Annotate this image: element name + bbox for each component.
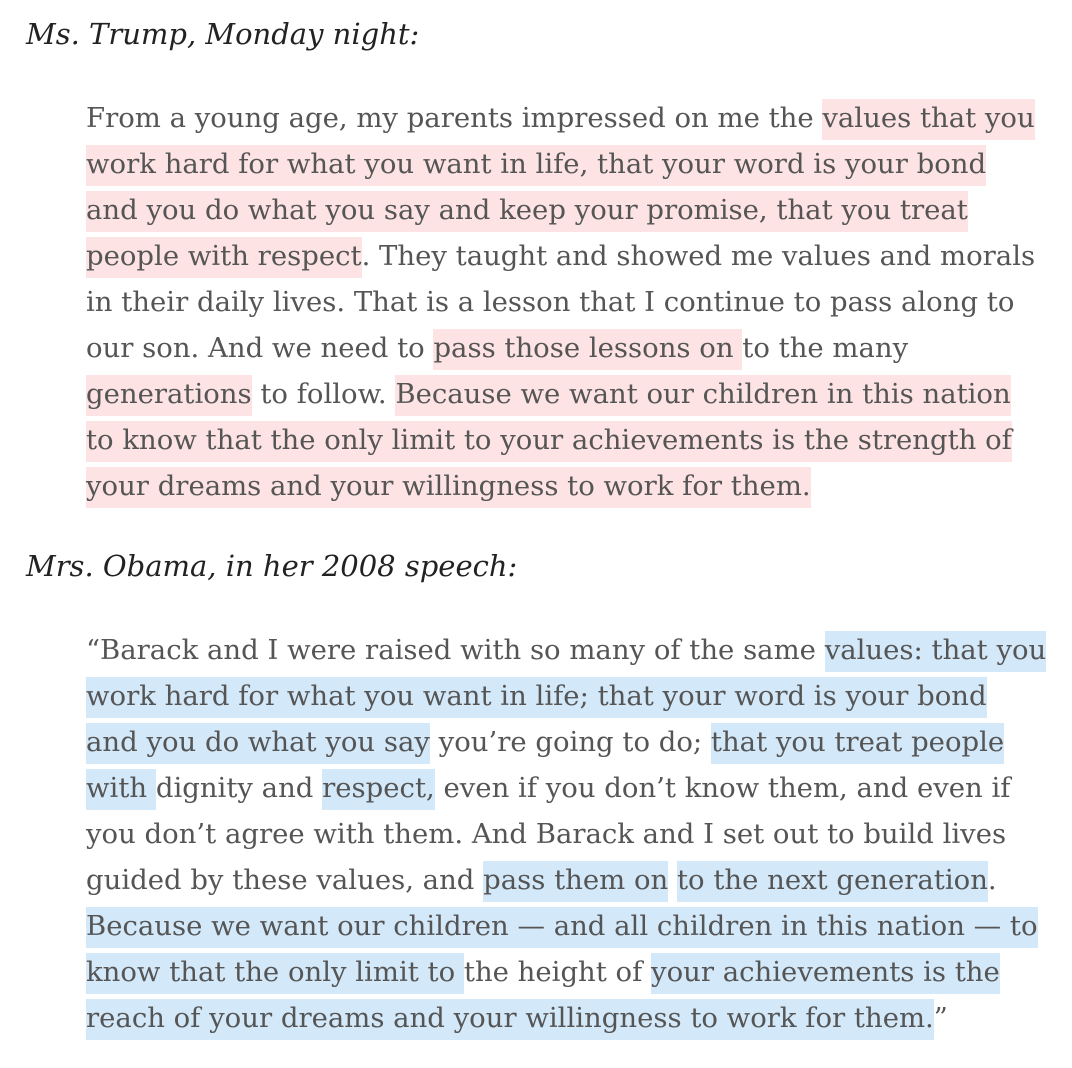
trump-highlighted-phrase: and you do what you say and keep your promise, that you treat (86, 191, 968, 232)
trump-text-segment: . They taught and showed me values and morals (361, 240, 1036, 272)
trump-highlighted-phrase: generations (86, 375, 252, 416)
trump-quote-line (86, 417, 1056, 463)
obama-highlighted-phrase: know that the only limit to (86, 953, 464, 994)
obama-highlighted-phrase: Because we want our children — and all children in this nation — to (86, 907, 1038, 948)
obama-text-segment (668, 864, 677, 896)
trump-quote-line (86, 371, 1056, 417)
obama-text-segment: even if you don’t know them, and even if (434, 772, 1011, 804)
trump-quote-line (86, 325, 1056, 371)
trump-quote-line (86, 187, 1056, 233)
trump-text-segment: From a young age, my parents impressed on me the (86, 102, 823, 134)
obama-quote-line (86, 857, 1056, 903)
obama-highlighted-phrase: your achievements is the (651, 953, 1000, 994)
trump-highlighted-phrase: values that you (822, 99, 1034, 140)
obama-quote-line (86, 949, 1056, 995)
obama-highlighted-phrase: respect, (322, 769, 435, 810)
obama-highlighted-phrase: and you do what you say (86, 723, 430, 764)
obama-highlighted-phrase: work hard for what you want in life; that your word is your bond (86, 677, 987, 718)
trump-highlighted-phrase: Because we want our children in this nation (395, 375, 1010, 416)
trump-text-segment: in their daily lives. That is a lesson that I continue to pass along to (86, 286, 1015, 318)
obama-text-segment: you’re going to do; (429, 726, 711, 758)
obama-highlighted-phrase: reach of your dreams and your willingness to work for them. (86, 999, 934, 1040)
obama-text-segment: ” (933, 1002, 948, 1034)
obama-quote-line (86, 811, 1056, 857)
obama-text-segment: guided by these values, and (86, 864, 484, 896)
trump-highlighted-phrase: work hard for what you want in life, that your word is your bond (86, 145, 986, 186)
obama-text-segment: “Barack and I were raised with so many of the same (86, 634, 825, 666)
obama-text-segment: you don’t agree with them. And Barack and I set out to build lives (86, 818, 1007, 850)
trump-quote-line (86, 463, 1056, 509)
obama-highlighted-phrase: to the next generation (677, 861, 988, 902)
obama-quote (86, 627, 1056, 1041)
trump-highlighted-phrase: to know that the only limit to your achievements is the strength of (86, 421, 1012, 462)
obama-text-segment: . (987, 864, 997, 896)
obama-heading: Mrs. Obama, in her 2008 speech: (26, 549, 518, 583)
obama-text-segment: the height of (463, 956, 652, 988)
trump-quote (86, 95, 1056, 509)
trump-quote-line (86, 95, 1056, 141)
trump-highlighted-phrase: pass those lessons on (433, 329, 742, 370)
trump-highlighted-phrase: people with respect (86, 237, 362, 278)
obama-quote-line (86, 995, 1056, 1041)
obama-highlighted-phrase: pass them on (483, 861, 668, 902)
obama-quote-line (86, 673, 1056, 719)
obama-highlighted-phrase: with (86, 769, 156, 810)
obama-highlighted-phrase: that you treat people (711, 723, 1004, 764)
trump-quote-line (86, 141, 1056, 187)
trump-quote-line (86, 279, 1056, 325)
trump-heading: Ms. Trump, Monday night: (26, 17, 420, 51)
obama-highlighted-phrase: values: that you (825, 631, 1047, 672)
obama-quote-line (86, 719, 1056, 765)
trump-text-segment: our son. And we need to (86, 332, 434, 364)
trump-text-segment: to follow. (251, 378, 396, 410)
trump-text-segment: to the many (742, 332, 909, 364)
obama-quote-line (86, 627, 1056, 673)
obama-quote-line (86, 903, 1056, 949)
trump-highlighted-phrase: your dreams and your willingness to work for them. (86, 467, 811, 508)
trump-quote-line (86, 233, 1056, 279)
obama-quote-line (86, 765, 1056, 811)
obama-text-segment: dignity and (155, 772, 323, 804)
